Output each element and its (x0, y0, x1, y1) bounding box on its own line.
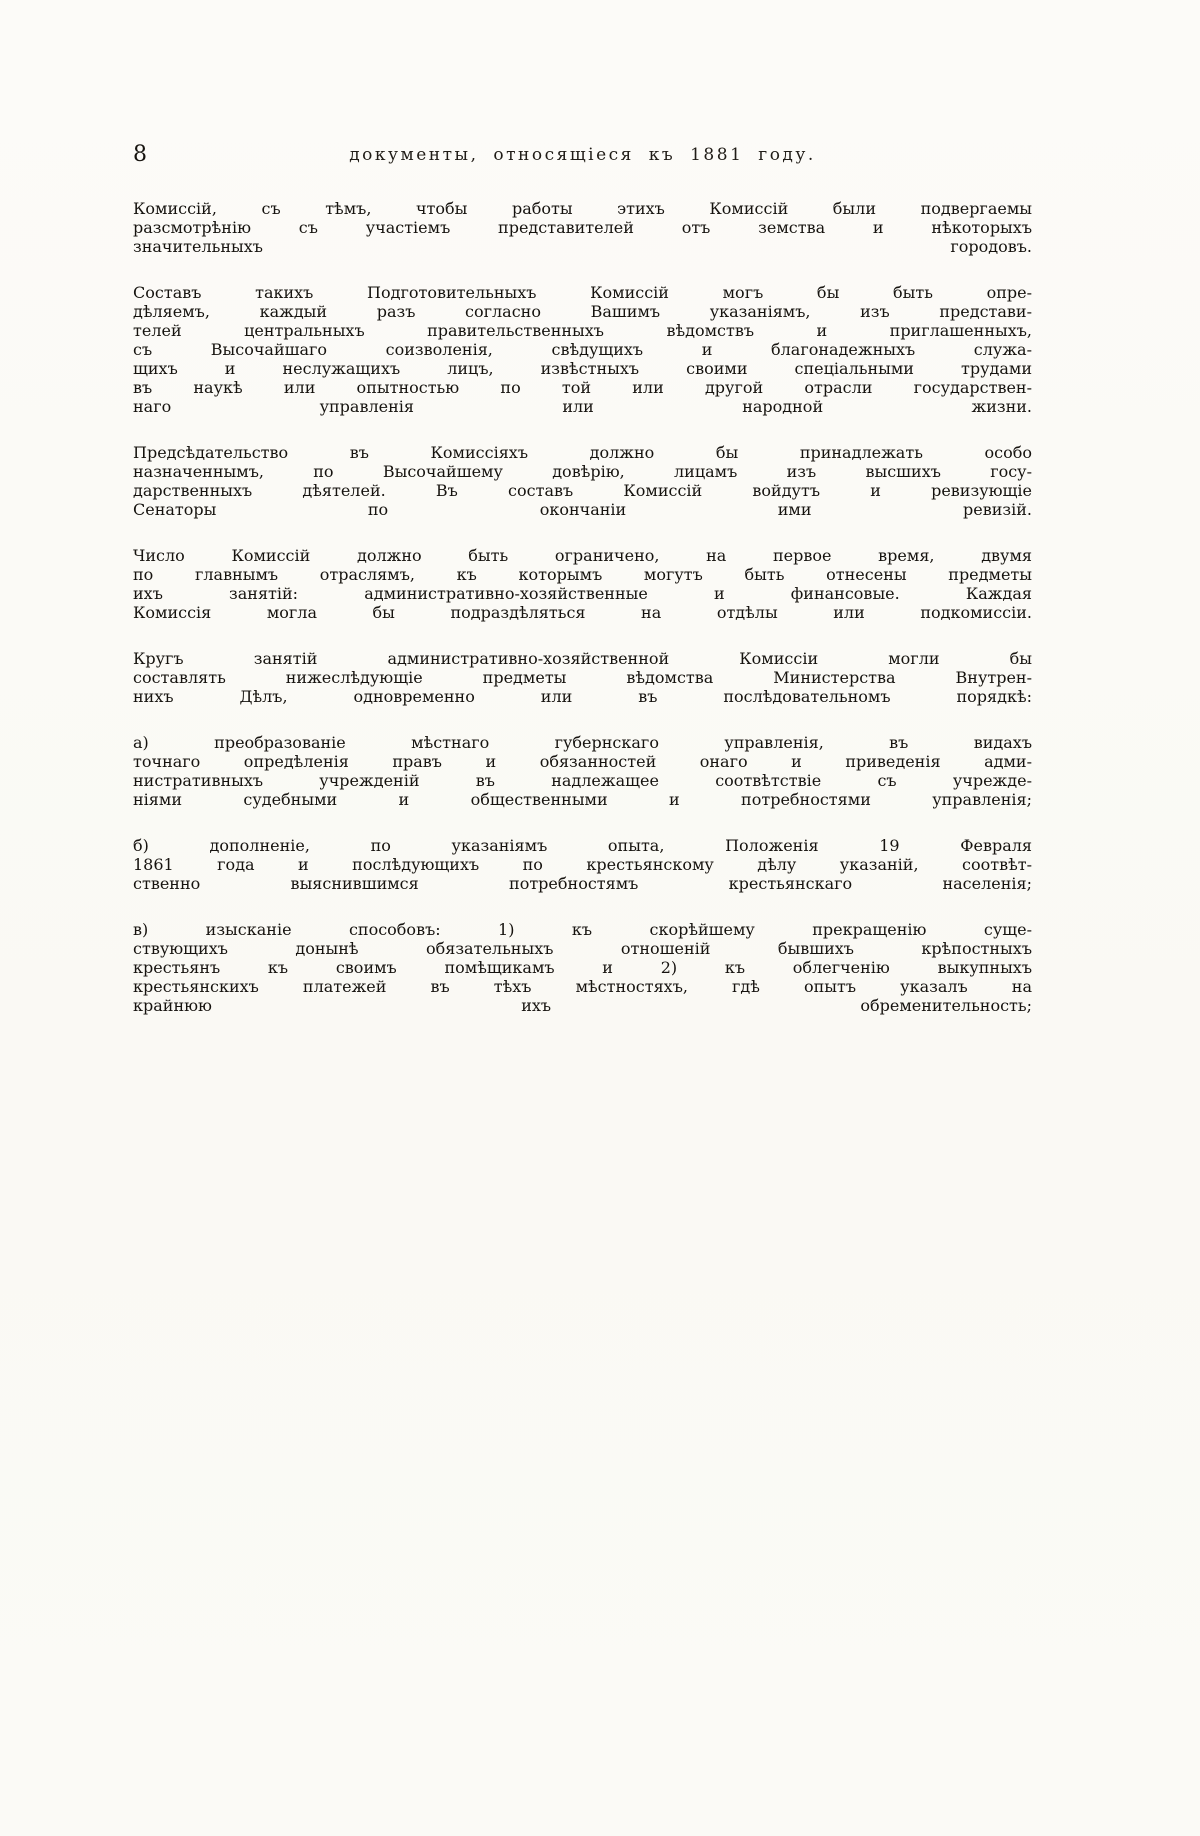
text-line: крестьянъ къ своимъ помѣщикамъ и 2) къ облегченію выкупныхъ (133, 958, 1032, 977)
text-line: разсмотрѣнію съ участіемъ представителей отъ земства и нѣкоторыхъ (133, 218, 1032, 237)
text-line: б) дополненіе, по указаніямъ опыта, Положенія 19 Февраля (133, 836, 1032, 855)
text-line: съ Высочайшаго соизволенія, свѣдущихъ и благонадежныхъ служа- (133, 340, 1032, 359)
text-line: крайнюю ихъ обременительность; (133, 996, 1032, 1015)
page-number: 8 (133, 142, 147, 167)
text-line: Сенаторы по окончаніи ими ревизій. (133, 500, 1032, 519)
text-line: по главнымъ отраслямъ, къ которымъ могутъ быть отнесены предметы (133, 565, 1032, 584)
text-line: Составъ такихъ Подготовительныхъ Комиссій могъ бы быть опре- (133, 283, 1032, 302)
text-line: дѣляемъ, каждый разъ согласно Вашимъ указаніямъ, изъ представи- (133, 302, 1032, 321)
text-line: щихъ и неслужащихъ лицъ, извѣстныхъ своими спеціальными трудами (133, 359, 1032, 378)
text-line: Кругъ занятій административно-хозяйственной Комиссіи могли бы (133, 649, 1032, 668)
page-header (133, 140, 1032, 172)
text-line: 1861 года и послѣдующихъ по крестьянскому дѣлу указаній, соотвѣт- (133, 855, 1032, 874)
text-line: Комиссія могла бы подраздѣляться на отдѣлы или подкомиссіи. (133, 603, 1032, 622)
text-line: телей центральныхъ правительственныхъ вѣдомствъ и приглашенныхъ, (133, 321, 1032, 340)
running-title: документы, относящіеся къ 1881 году. (349, 145, 816, 165)
text-line: наго управленія или народной жизни. (133, 397, 1032, 416)
text-line: нихъ Дѣлъ, одновременно или въ послѣдовательномъ порядкѣ: (133, 687, 1032, 706)
text-line: составлять нижеслѣдующіе предметы вѣдомства Министерства Внутрен- (133, 668, 1032, 687)
text-line: крестьянскихъ платежей въ тѣхъ мѣстностяхъ, гдѣ опытъ указалъ на (133, 977, 1032, 996)
text-line: Комиссій, съ тѣмъ, чтобы работы этихъ Комиссій были подвергаемы (133, 199, 1032, 218)
text-line: ственно выяснившимся потребностямъ крестьянскаго населенія; (133, 874, 1032, 893)
text-line: въ наукѣ или опытностью по той или другой отрасли государствен- (133, 378, 1032, 397)
text-line: нистративныхъ учрежденій въ надлежащее соотвѣтствіе съ учрежде- (133, 771, 1032, 790)
text-line: назначеннымъ, по Высочайшему довѣрію, лицамъ изъ высшихъ госу- (133, 462, 1032, 481)
text-line: ихъ занятій: административно-хозяйственные и финансовые. Каждая (133, 584, 1032, 603)
text-line: ніями судебными и общественными и потребностями управленія; (133, 790, 1032, 809)
text-column (133, 140, 1032, 1031)
text-line: значительныхъ городовъ. (133, 237, 1032, 256)
text-line: ствующихъ донынѣ обязательныхъ отношеній бывшихъ крѣпостныхъ (133, 939, 1032, 958)
text-line: точнаго опредѣленія правъ и обязанностей онаго и приведенія адми- (133, 752, 1032, 771)
text-line: Предсѣдательство въ Комиссіяхъ должно бы принадлежать особо (133, 443, 1032, 462)
page-body (133, 199, 1032, 1015)
text-line: дарственныхъ дѣятелей. Въ составъ Комиссій войдутъ и ревизующіе (133, 481, 1032, 500)
text-line: а) преобразованіе мѣстнаго губернскаго управленія, въ видахъ (133, 733, 1032, 752)
text-line: в) изысканіе способовъ: 1) къ скорѣйшему прекращенію суще- (133, 920, 1032, 939)
text-line: Число Комиссій должно быть ограничено, на первое время, двумя (133, 546, 1032, 565)
